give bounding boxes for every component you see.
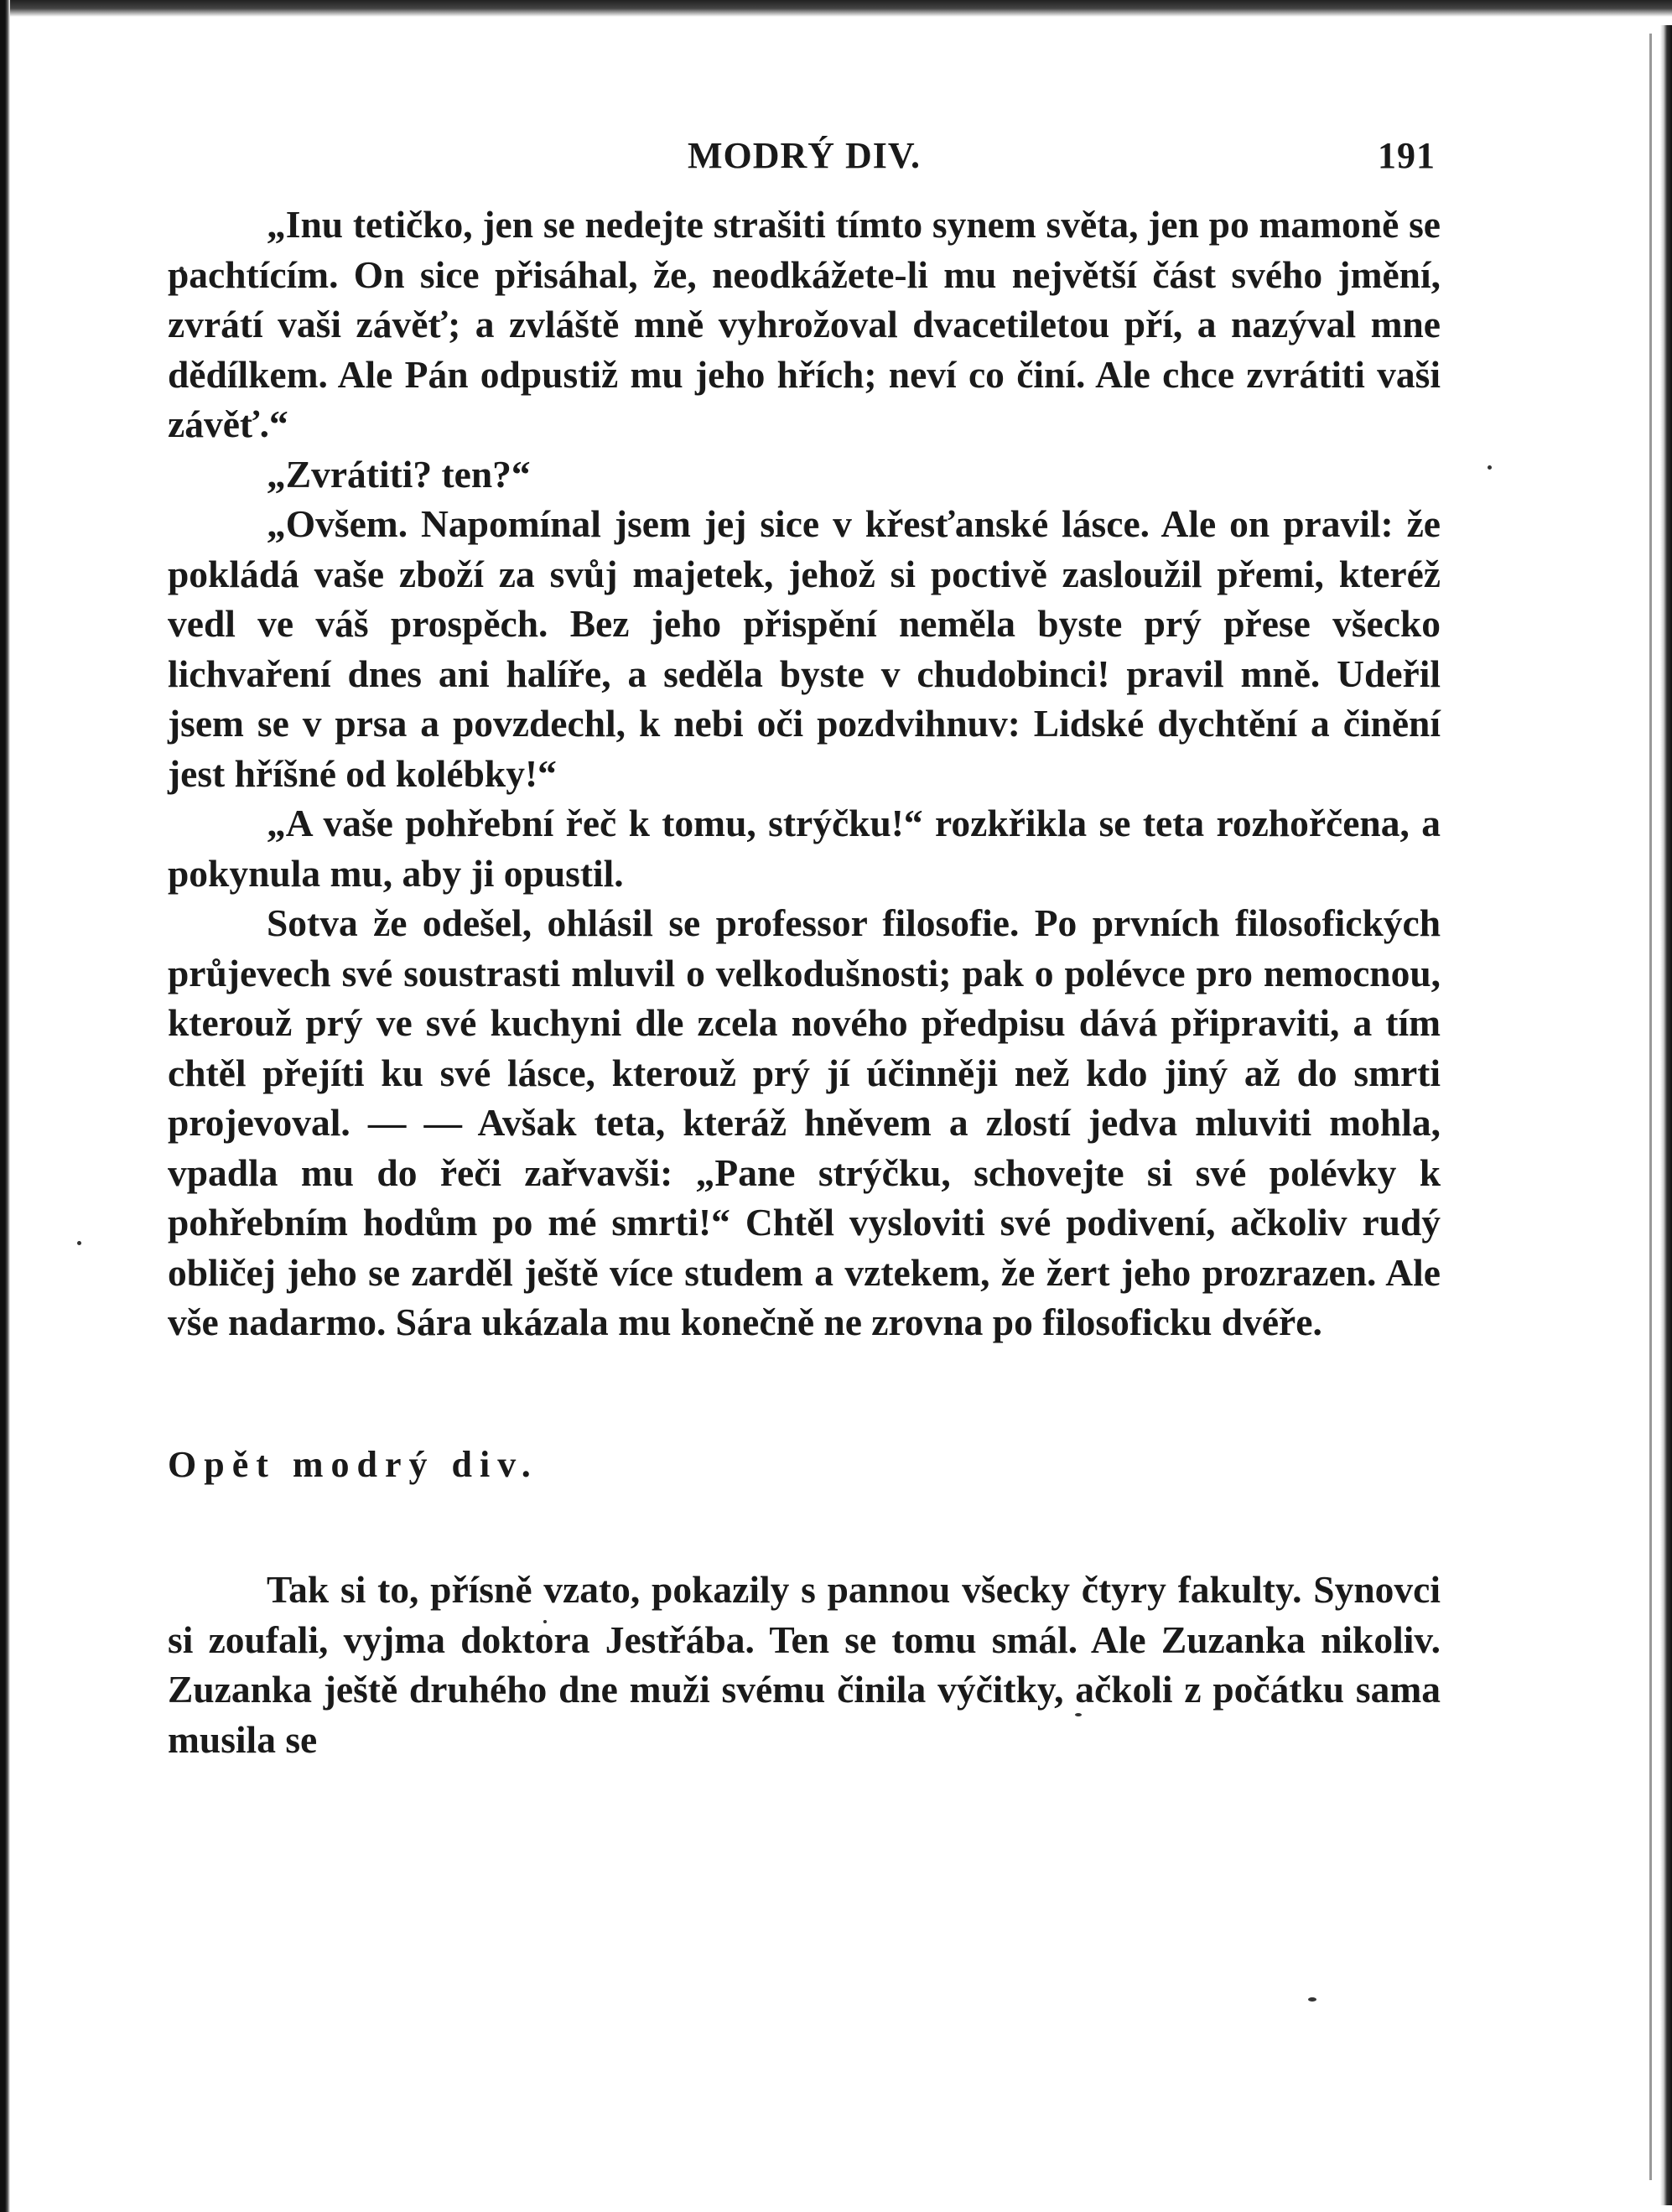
page-content [168,126,1441,1764]
scan-edge-top [0,0,1672,17]
paragraph: Tak si to, přísně vzato, pokazily s pannou všecky čtyry fakulty. Synovci si zoufali, vyjma doktora Jestřába. Ten se tomu smál. Ale Zuzanka nikoliv. Zuzanka ještě druhého dne muži svému činila výčitky, ačkoli z počátku sama musila se [168,1568,1441,1761]
scan-edge-right-line [1649,34,1652,2180]
paragraph: Sotva že odešel, ohlásil se professor filosofie. Po prvních filosofických průjevech své soustrasti mluvil o velkodušnosti; pak o polévce pro nemocnou, kterouž prý ve své kuchyni dle zcela nového předpisu dává připraviti, a tím chtěl přejíti ku své lásce, kterouž prý jí účinněji než kdo jiný až do smrti projevoval. — — Avšak teta, kteráž hněvem a zlostí jedva mluviti mohla, vpadla mu do řeči zařvavši: „Pane strýčku, schovejte si své polévky k pohřebním hodům po mé smrti!“ Chtěl vysloviti své podivení, ačkoliv rudý obličej jeho se zarděl ještě více studem a vztekem, že žert jeho prozrazen. Ale vše nadarmo. Sára ukázala mu konečně ne zrovna po filosoficku dvéře. [168,901,1441,1343]
section-title: Opět modrý div. [168,1443,538,1485]
running-title: MODRÝ DIV. [687,135,922,176]
scan-edge-left [0,0,10,2212]
page-header [168,126,1441,184]
paragraph: „A vaše pohřební řeč k tomu, strýčku!“ rozkřikla se teta rozhořčena, a pokynula mu, aby ji opustil. [168,802,1441,895]
paragraph: „Zvrátiti? ten?“ [267,452,531,496]
page-number: 191 [1378,135,1436,176]
text-body [168,200,1441,1764]
paragraph: „Ovšem. Napomínal jsem jej sice v křesťanské lásce. Ale on pravil: že pokládá vaše zboží za svůj majetek, jehož si poctivě zasloužil přemi, kteréž vedl ve váš prospěch. Bez jeho přispění neměla byste prý přese všecko lichvaření dnes ani halíře, a seděla byste v chudobinci! pravil mně. Udeřil jsem se v prsa a povzdechl, k nebi oči pozdvihnuv: Lidské dychtění a činění jest hříšné od kolébky!“ [168,502,1441,795]
scan-edge-right [1660,25,1672,2205]
paragraph: „Inu tetičko, jen se nedejte strašiti tímto synem světa, jen po mamoně se pachtícím. On sice přisáhal, že, neodkážete-li mu největší část svého jmění, zvrátí vaši závěť; a zvláště mně vyhrožoval dvacetiletou pří, a nazýval mne dědílkem. Ale Pán odpustiž mu jeho hřích; neví co činí. Ale chce zvrátiti vaši závěť.“ [168,203,1441,445]
